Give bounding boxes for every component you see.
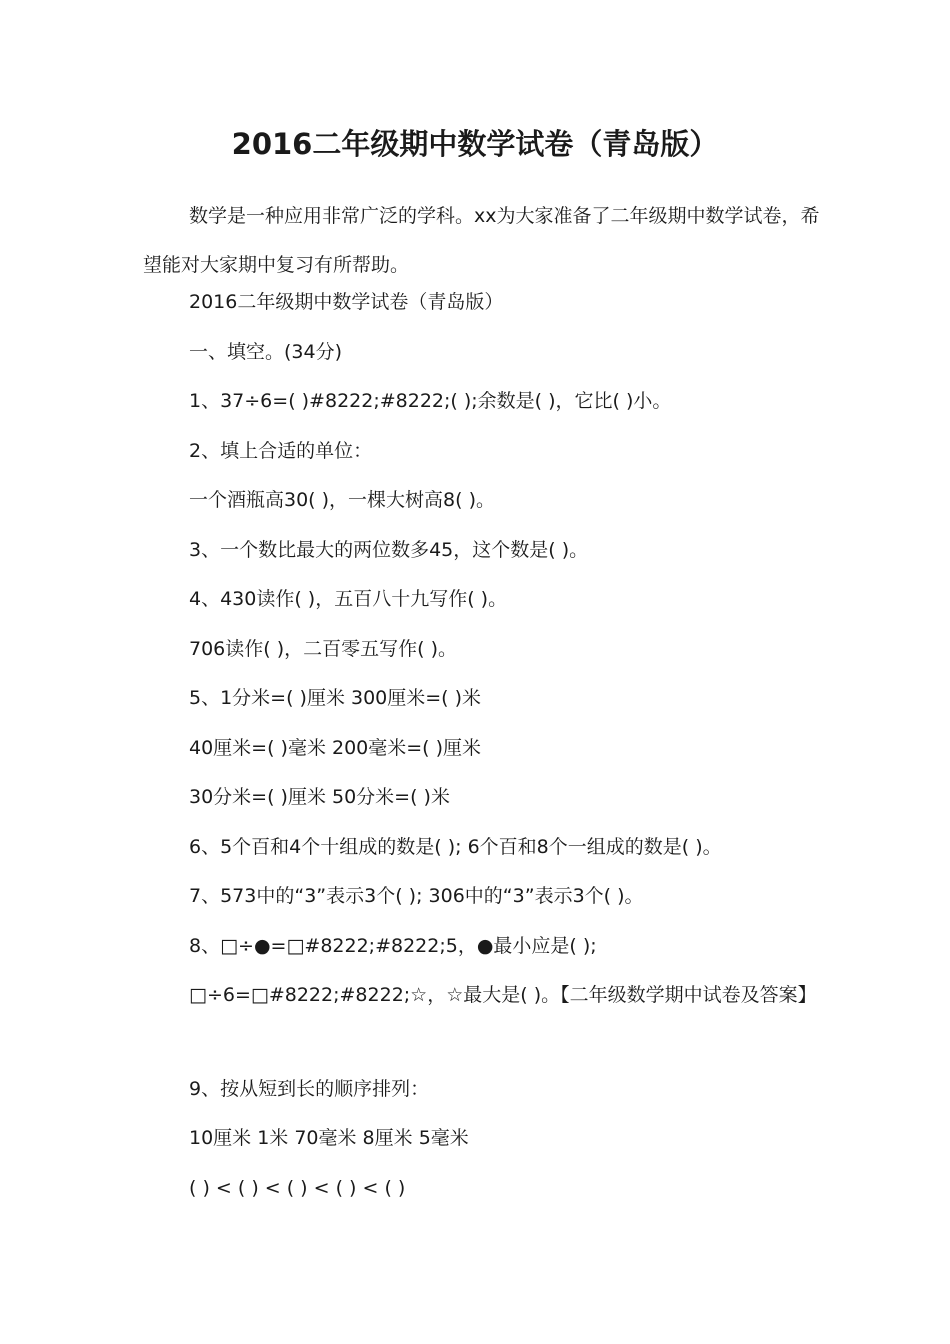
section-fill-in-heading: 一、填空。(34分) bbox=[189, 341, 343, 363]
question-4: 4、430读作( )，五百八十九写作( )。 bbox=[189, 588, 508, 610]
question-9: 9、按从短到长的顺序排列： bbox=[189, 1078, 430, 1100]
question-3: 3、一个数比最大的两位数多45，这个数是( )。 bbox=[189, 539, 589, 561]
question-5-line-2: 40厘米=( )毫米 200毫米=( )厘米 bbox=[189, 737, 482, 759]
question-2-line: 一个酒瓶高30( )，一棵大树高8( )。 bbox=[189, 489, 495, 511]
question-2: 2、填上合适的单位： bbox=[189, 440, 373, 462]
subtitle-line: 2016二年级期中数学试卷（青岛版） bbox=[189, 291, 504, 313]
document-title: 2016二年级期中数学试卷（青岛版） bbox=[231, 127, 719, 161]
question-6: 6、5个百和4个十组成的数是( ); 6个百和8个一组成的数是( )。 bbox=[189, 836, 722, 858]
question-5-line-3: 30分米=( )厘米 50分米=( )米 bbox=[189, 786, 450, 808]
question-9-blanks: ( ) < ( ) < ( ) < ( ) < ( ) bbox=[189, 1177, 406, 1199]
question-9-items: 10厘米 1米 70毫米 8厘米 5毫米 bbox=[189, 1127, 469, 1149]
question-8: 8、□÷●=□#8222;#8222;5，●最小应是( ); bbox=[189, 935, 597, 957]
question-5: 5、1分米=( )厘米 300厘米=( )米 bbox=[189, 687, 482, 709]
question-1: 1、37÷6=( )#8222;#8222;( );余数是( )，它比( )小。 bbox=[189, 390, 672, 412]
question-4-line: 706读作( )，二百零五写作( )。 bbox=[189, 638, 457, 660]
intro-paragraph: 数学是一种应用非常广泛的学科。xx为大家准备了二年级期中数学试卷，希望能对大家期中复习有所帮助。 bbox=[143, 205, 820, 276]
question-8-line: □÷6=□#8222;#8222;☆，☆最大是( )。【二年级数学期中试卷及答案】 bbox=[189, 984, 817, 1006]
question-7: 7、573中的“3”表示3个( ); 306中的“3”表示3个( )。 bbox=[189, 885, 644, 907]
